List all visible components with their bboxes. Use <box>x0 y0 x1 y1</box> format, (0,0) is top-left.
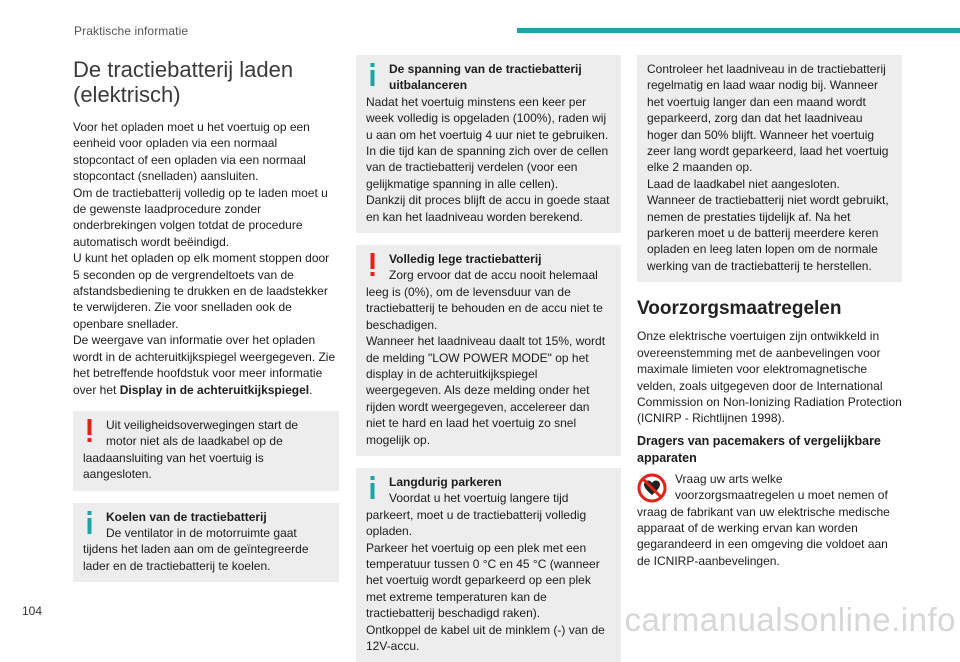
exclamation-icon <box>83 419 96 445</box>
no-pacemaker-icon <box>637 473 667 503</box>
page-number: 104 <box>22 604 43 618</box>
paragraph: Voor het opladen moet u het voertuig op een eenheid voor opladen via een normaal stopcontact of een opladen via een normaal stopcontact (snelladen) aansluiten. <box>73 120 310 184</box>
info-icon <box>366 476 379 502</box>
paragraph: U kunt het opladen op elk moment stoppen door 5 seconden op de vergrendeltoets van de afstandsbediening te drukken en de laadstekker te verwijderen. Zie voor snelladen ook de openbare snellader. <box>73 251 330 331</box>
page-title: De tractiebatterij laden (elektrisch) <box>73 57 294 107</box>
note-text: Controleer het laadniveau in de tractiebatterij regelmatig en laad waar nodig bij. Wanneer het voertuig langer dan een maand wordt geparkeerd, zorg dan dat het laadniveau hoger dan 50% blijft. Wanneer het voertuig zeer lang wordt geparkeerd, laad het voertuig elke 2 maanden op. <box>647 62 889 175</box>
paragraph: Onze elektrische voertuigen zijn ontwikkeld in overeenstemming met de aanbevelingen voor maximale limieten voor elektromagnetische velden, zoals uitgegeven door de International Commission on Non-Ionizing Radiation Protection (ICNIRP - Richtlijnen 1998). <box>637 329 902 426</box>
info-icon <box>83 511 96 537</box>
info-box <box>356 468 621 662</box>
cross-reference: Display in de achteruitkijkspiegel <box>119 382 310 397</box>
paragraph-end: . <box>309 382 313 397</box>
warning-box <box>73 411 339 491</box>
info-text: Nadat het voertuig minstens een keer per week volledig is opgeladen (100%), raden wij u aan om het voertuig 4 uur niet te gebruiken. <box>366 94 609 142</box>
info-text: De ventilator in de motorruimte gaat tijdens het laden aan om de geïntegreerde lader en de tractiebatterij te koelen. <box>83 525 309 573</box>
info-title: De spanning van de tractiebatterij uitbalanceren <box>389 62 582 93</box>
info-text: Voordat u het voertuig langere tijd parkeert, moet u de tractiebatterij volledig opladen. <box>366 491 587 539</box>
info-text: Ontkoppel de kabel uit de minklem (-) van de 12V-accu. <box>366 622 605 653</box>
exclamation-icon <box>366 253 379 279</box>
paragraph: Om de tractiebatterij volledig op te laden moet u de gewenste laadprocedure zonder onderbrekingen volgen totdat de procedure automatisch wordt beëindigd. <box>73 185 328 249</box>
warning-title: Volledig lege tractiebatterij <box>389 252 542 267</box>
warning-text: Wanneer het laadniveau daalt tot 15%, wordt de melding "LOW POWER MODE" op het display in de achteruitkijkspiegel weergegeven. Als deze melding onder het rijden wordt weergegeven, accelereer dan niet te hard en laad het voertuig zo snel mogelijk op. <box>366 334 606 447</box>
pacemaker-note <box>637 471 902 569</box>
info-text: Dankzij dit proces blijft de accu in goede staat en kan het laadniveau worden berekend. <box>366 193 610 224</box>
note-text: Laad de laadkabel niet aangesloten. <box>647 176 840 191</box>
sub-title: Dragers van pacemakers of vergelijkbare apparaten <box>637 433 881 465</box>
note-box <box>637 55 902 282</box>
paragraph-text: De weergave van informatie over het opladen wordt in de achteruitkijkspiegel weergegeven. Zie het betreffende hoofdstuk voor meer informatie over het <box>73 333 336 397</box>
header-accent-bar <box>517 28 960 33</box>
warning-box <box>356 245 621 456</box>
column-1 <box>73 55 339 582</box>
pacemaker-text: Vraag uw arts welke voorzorgsmaatregelen u moet nemen of vraag de fabrikant van uw elektrische medische apparaat of de werking ervan kan worden gegarandeerd in een omgeving die voldoet aan de ICNIRP-aanbevelingen. <box>637 471 890 568</box>
note-text: Wanneer de tractiebatterij niet wordt gebruikt, nemen de prestaties tijdelijk af. Na het parkeren moet u de batterij meerdere keren opladen en leeg laten lopen om de normale werking van de tractiebatterij te herstellen. <box>647 193 889 273</box>
section-title: Voorzorgsmaatregelen <box>637 298 842 320</box>
info-title: Langdurig parkeren <box>389 474 502 489</box>
column-3 <box>637 55 902 569</box>
info-icon <box>366 63 379 89</box>
info-box <box>356 55 621 233</box>
warning-text: Uit veiligheidsoverwegingen start de motor niet als de laadkabel op de laadaansluiting van het voertuig is aangesloten. <box>83 417 299 482</box>
info-text: Parkeer het voertuig op een plek met een temperatuur tussen 0 °C en 45 °C (wanneer het voertuig wordt geparkeerd op een plek met extreme temperaturen kan de tractiebatterij beschadigd raken). <box>366 540 600 621</box>
paragraph <box>73 332 339 398</box>
info-text: In die tijd kan de spanning zich over de cellen van de tractiebatterij verdelen (voor een gelijkmatige spanning in alle cellen). <box>366 144 609 191</box>
column-2 <box>356 55 621 662</box>
info-box <box>73 503 339 583</box>
watermark: carmanualsonline.info <box>624 601 956 638</box>
running-header: Praktische informatie <box>74 24 189 38</box>
warning-text: Zorg ervoor dat de accu nooit helemaal leeg is (0%), om de levensduur van de tractiebatterij te behouden en de accu niet te beschadigen. <box>366 268 603 332</box>
info-title: Koelen van de tractiebatterij <box>106 509 267 524</box>
